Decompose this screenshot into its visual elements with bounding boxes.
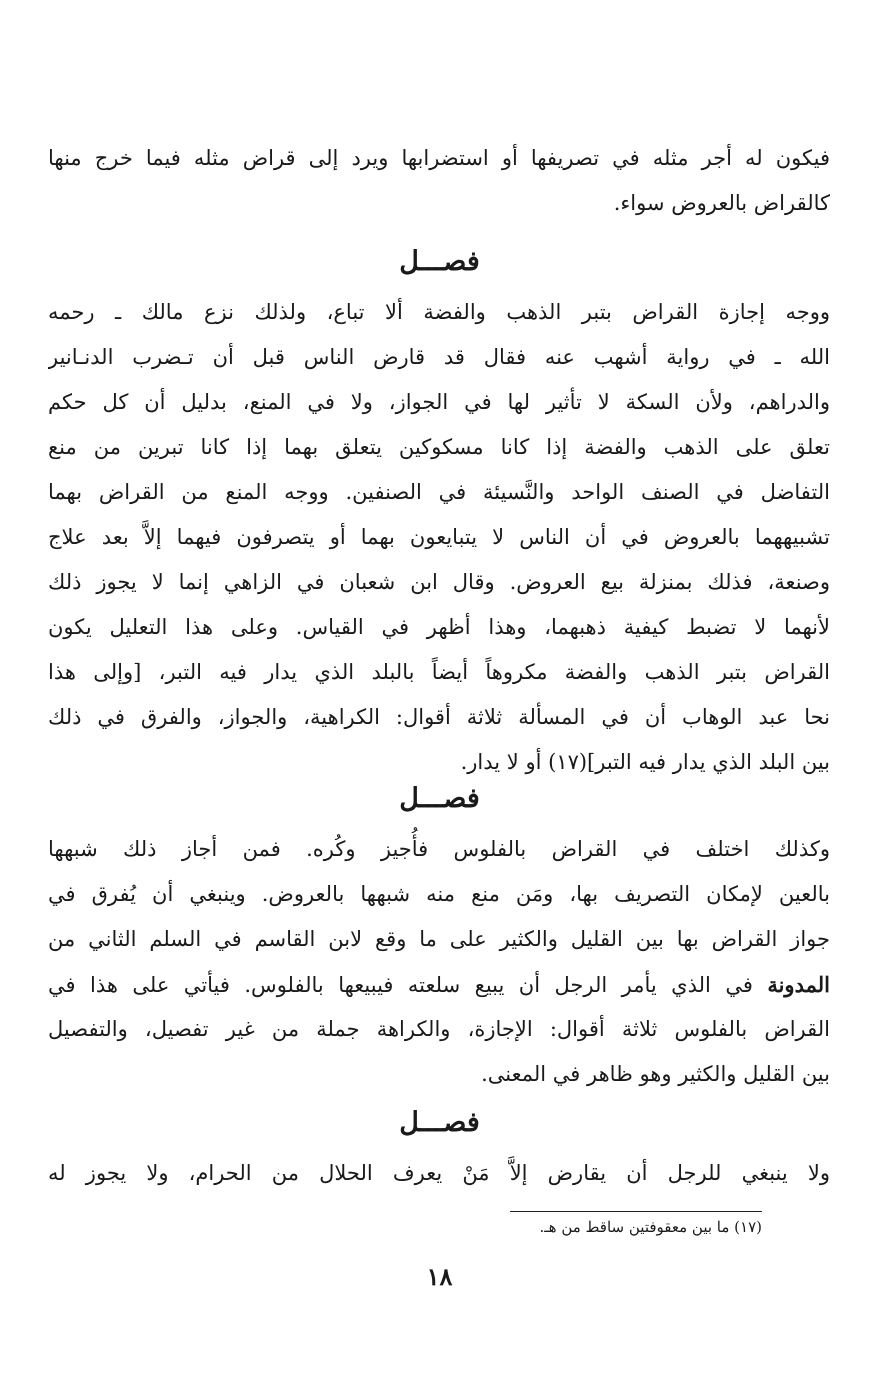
- text-line: التفاضل في الصنف الواحد والنَّسيئة في الصنفين. ووجه المنع من القراض بهما: [48, 480, 830, 504]
- text-line: فيكون له أجر مثله في تصريفها أو استضرابها ويرد إلى قراض مثله فيما خرج منها: [48, 146, 830, 170]
- text-line: وصنعة، فذلك بمنزلة بيع العروض. وقال ابن شعبان في الزاهي إنما لا يجوز ذلك: [48, 570, 830, 594]
- footnote-separator: [510, 1211, 762, 1212]
- paragraph-1: [48, 136, 830, 226]
- text-line: ووجه إجازة القراض بتبر الذهب والفضة ألا تباع، ولذلك نزع مالك ـ رحمه: [48, 300, 830, 324]
- page-number: ١٨: [426, 1262, 453, 1291]
- text-line: الله ـ في رواية أشهب عنه فقال قد قارض الناس قبل أن تـضرب الدنـانير: [48, 345, 830, 369]
- text-line: والدراهم، ولأن السكة لا تأثير لها في الجواز، ولا في المنع، بدليل أن كل حكم: [48, 390, 830, 414]
- text-line: كالقراض بالعروض سواء.: [613, 191, 830, 215]
- text-line: وكذلك اختلف في القراض بالفلوس فأُجيز وكُره. فمن أجاز ذلك شبهها: [48, 837, 830, 861]
- text-line: بين البلد الذي يدار فيه التبر](١٧) أو لا يدار.: [460, 750, 830, 774]
- text-line: تعلق على الذهب والفضة إذا كانا مسكوكين يتعلق بهما إذا كانا تبرين من منع: [48, 435, 830, 459]
- paragraph-2: [48, 290, 830, 785]
- text-line: جواز القراض بها بين القليل والكثير على ما وقع لابن القاسم في السلم الثاني من: [48, 927, 830, 951]
- book-title-mudawwana: المدونة: [767, 972, 830, 997]
- text-line: نحا عبد الوهاب أن في المسألة ثلاثة أقوال: الكراهية، والجواز، والفرق في ذلك: [48, 705, 830, 729]
- text-line: لأنهما لا تضبط كيفية ذهبهما، وهذا أظهر في القياس. وعلى هذا التعليل يكون: [48, 615, 830, 639]
- text-line: تشبيههما بالعروض في أن الناس لا يتبايعون بهما أو يتصرفون فيهما إلاَّ بعد علاج: [48, 525, 830, 549]
- section-heading: فصـــل: [399, 1107, 480, 1138]
- text-line: ولا ينبغي للرجل أن يقارض إلاَّ مَنْ يعرف الحلال من الحرام، ولا يجوز له: [48, 1161, 830, 1185]
- footnote: (١٧) ما بين معقوفتين ساقط من هـ.: [539, 1218, 762, 1236]
- section-heading: فصـــل: [399, 246, 480, 277]
- paragraph-3: [48, 827, 830, 1097]
- text-line: بالعين لإمكان التصريف بها، ومَن منع منه شبهها بالعروض. وينبغي أن يُفرق في: [48, 882, 830, 906]
- text-line: [48, 962, 830, 1007]
- section-heading: فصـــل: [399, 783, 480, 814]
- text-line: القراض بالفلوس ثلاثة أقوال: الإجازة، والكراهة جملة من غير تفصيل، والتفصيل: [48, 1017, 830, 1041]
- text-line-rest: في الذي يأمر الرجل أن يبيع سلعته فيبيعها بالفلوس. فيأتي على هذا في: [48, 973, 753, 997]
- text-line: القراض بتبر الذهب والفضة مكروهاً أيضاً بالبلد الذي يدار فيه التبر، [وإلى هذا: [48, 660, 830, 684]
- text-line: بين القليل والكثير وهو ظاهر في المعنى.: [481, 1062, 830, 1086]
- paragraph-4: [48, 1151, 830, 1196]
